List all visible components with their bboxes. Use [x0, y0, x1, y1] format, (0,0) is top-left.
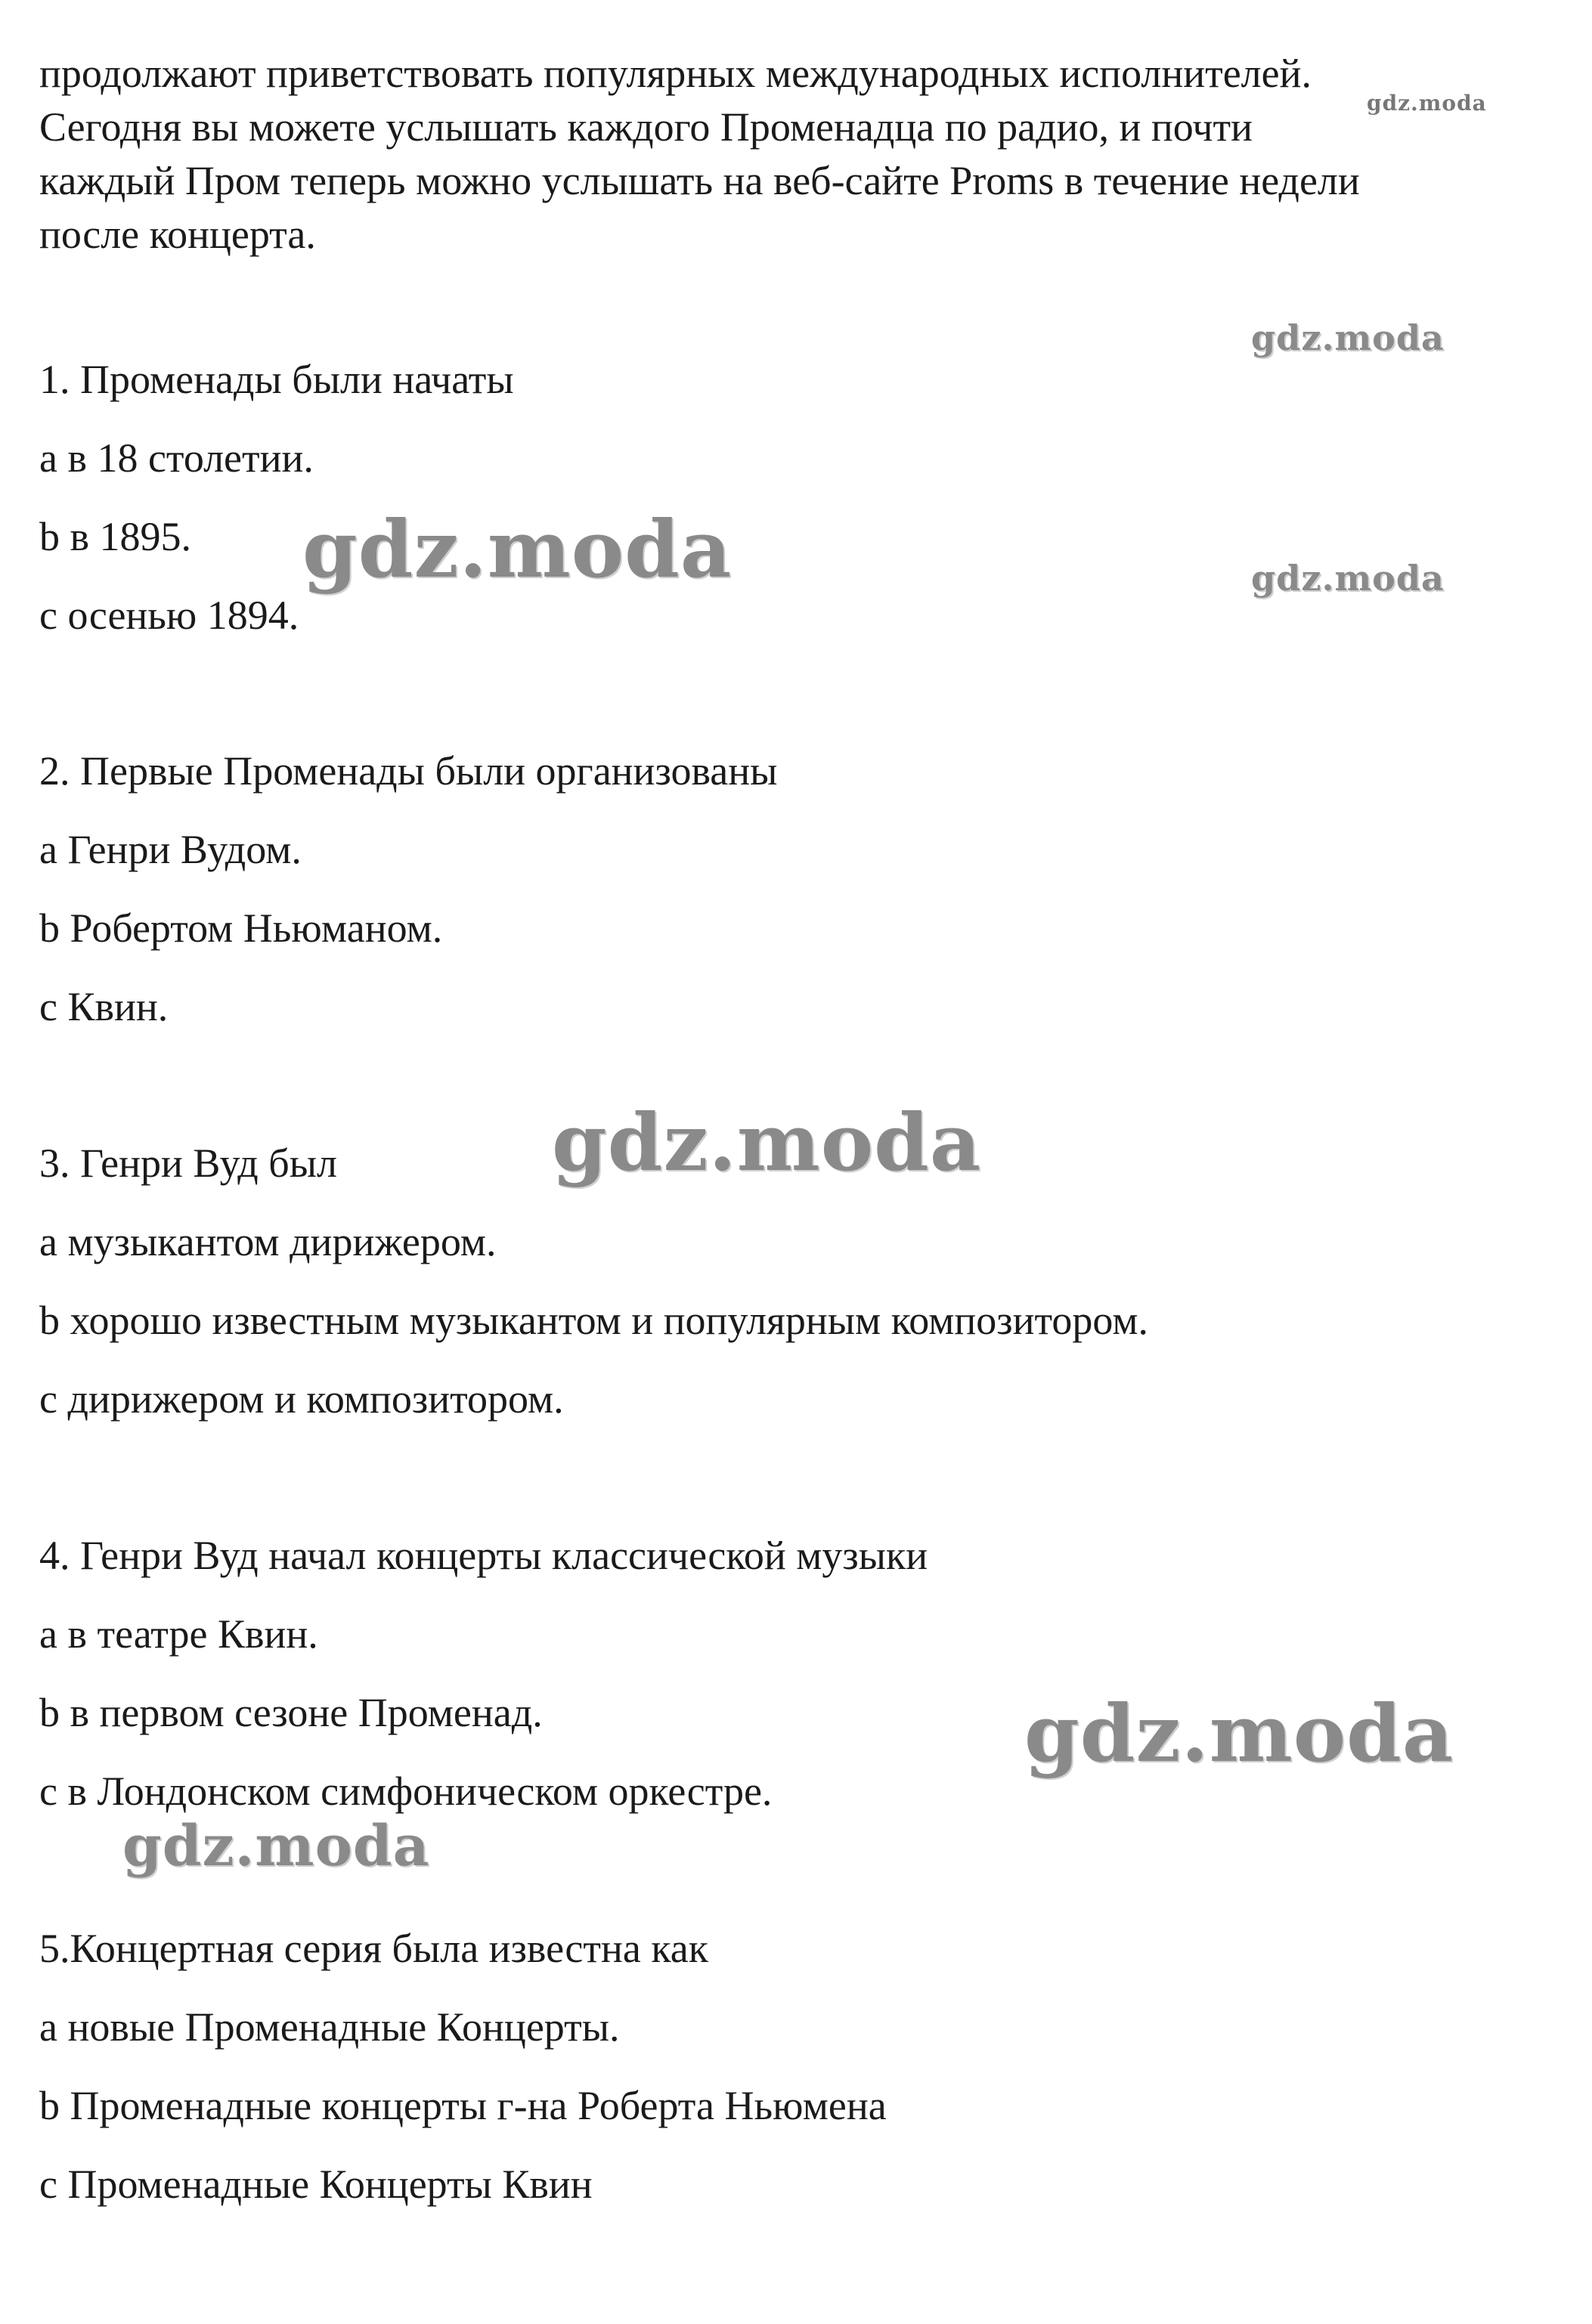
- watermark: gdz.moda: [1251, 558, 1445, 599]
- question-stem: 2. Первые Променады были организованы: [39, 748, 778, 794]
- answer-option-b: b в первом сезоне Променад.: [39, 1690, 543, 1735]
- answer-option-b: b Променадные концерты г-на Роберта Ньюмена: [39, 2083, 887, 2128]
- question-2: [39, 732, 1476, 1046]
- intro-line: каждый Пром теперь можно услышать на веб-сайте Proms в течение недели: [39, 158, 1360, 203]
- answer-option-a: a в 18 столетии.: [39, 435, 314, 481]
- answer-option-a: a новые Променадные Концерты.: [39, 2004, 620, 2050]
- question-5: [39, 1909, 1476, 2223]
- watermark: gdz.moda: [1024, 1687, 1454, 1780]
- question-stem: 3. Генри Вуд был: [39, 1140, 337, 1186]
- answer-option-b: b хорошо известным музыкантом и популярным композитором.: [39, 1298, 1149, 1343]
- answer-option-a: a в театре Квин.: [39, 1611, 318, 1657]
- answer-option-c: c дирижером и композитором.: [39, 1376, 564, 1422]
- intro-paragraph: [39, 47, 1476, 261]
- question-stem: 5.Концертная серия была известна как: [39, 1926, 708, 1971]
- answer-option-a: a Генри Вудом.: [39, 827, 302, 872]
- question-stem: 4. Генри Вуд начал концерты классической музыки: [39, 1533, 928, 1578]
- answer-option-c: c Квин.: [39, 984, 169, 1029]
- intro-line: Сегодня вы можете услышать каждого Променадца по радио, и почти: [39, 104, 1253, 150]
- intro-line: после концерта.: [39, 212, 316, 257]
- answer-option-b: b в 1895.: [39, 514, 191, 559]
- answer-option-c: c Променадные Концерты Квин: [39, 2162, 593, 2207]
- watermark: gdz.moda: [302, 503, 733, 596]
- question-1: [39, 340, 1476, 654]
- intro-line: продолжают приветствовать популярных международных исполнителей.: [39, 51, 1312, 96]
- question-4: [39, 1516, 1476, 1830]
- watermark: gdz.moda: [1367, 91, 1487, 116]
- answer-option-a: a музыкантом дирижером.: [39, 1219, 497, 1264]
- watermark: gdz.moda: [552, 1096, 982, 1189]
- answer-option-c: c осенью 1894.: [39, 593, 299, 638]
- question-stem: 1. Променады были начаты: [39, 357, 514, 402]
- watermark: gdz.moda: [1251, 317, 1445, 358]
- answer-option-c: c в Лондонском симфоническом оркестре.: [39, 1769, 773, 1814]
- watermark: gdz.moda: [122, 1814, 430, 1879]
- answer-option-b: b Робертом Ньюманом.: [39, 905, 443, 951]
